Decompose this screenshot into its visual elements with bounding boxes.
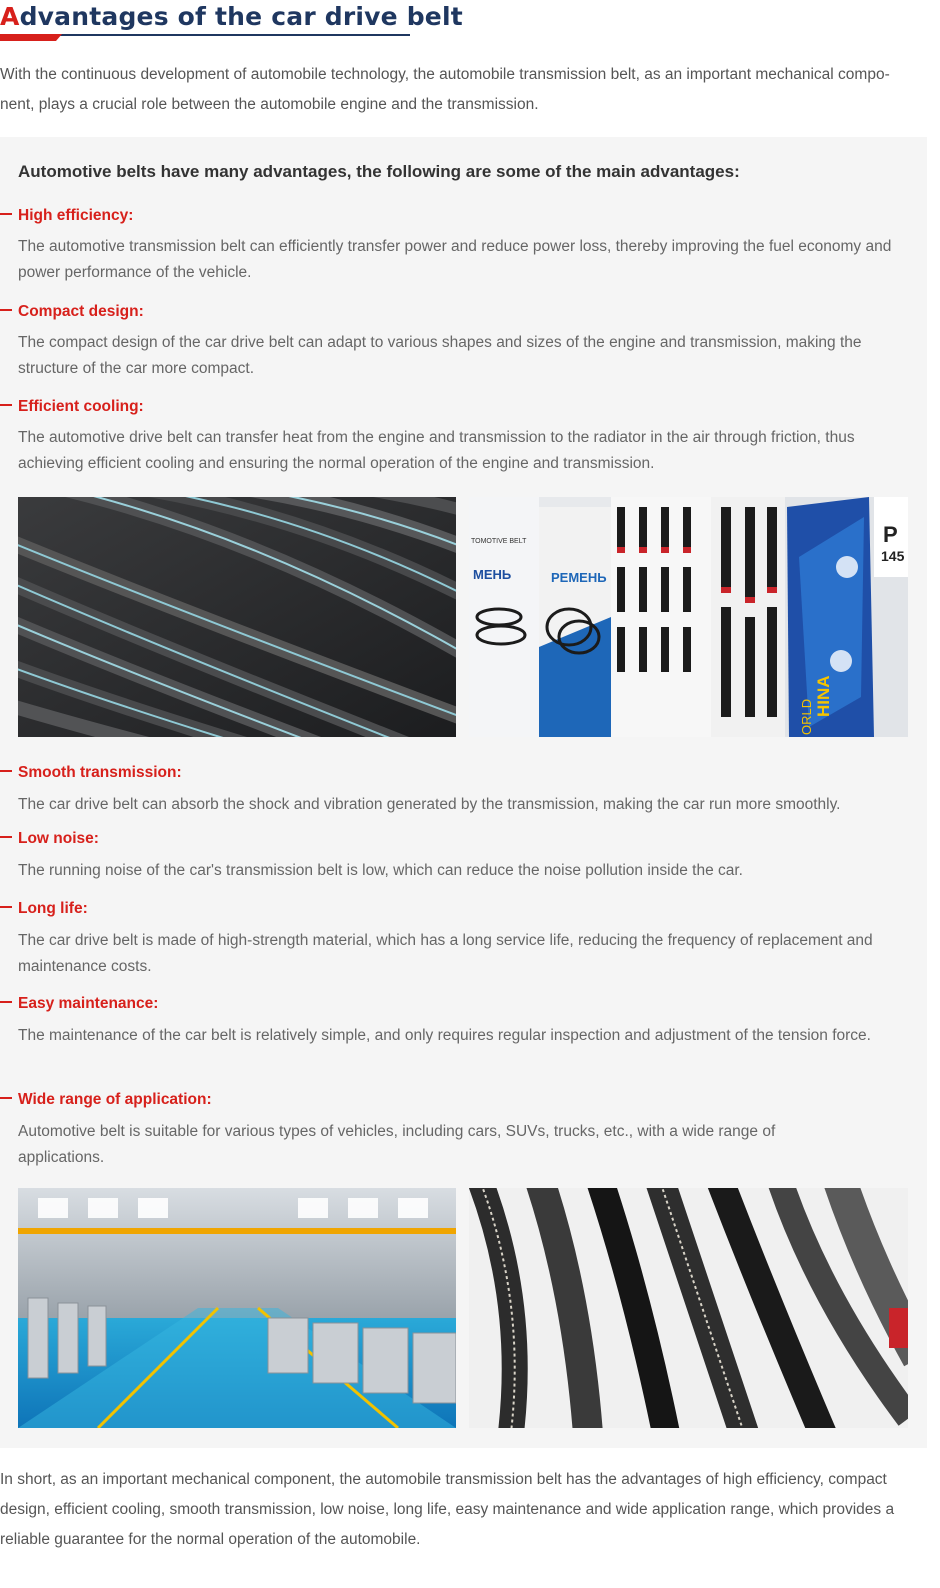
panel-heading: Automotive belts have many advantages, the following are some of the main advantages: <box>18 162 740 181</box>
advantage-title <box>0 762 182 784</box>
booth-sign-left: MEHЬ <box>473 567 512 582</box>
advantage-desc: The running noise of the car's transmission belt is low, which can reduce the noise pollution inside the car. <box>18 862 743 879</box>
dash-icon <box>0 770 12 772</box>
page-title <box>0 0 463 34</box>
dash-icon <box>0 906 12 908</box>
booth-corner-letter: P <box>883 522 898 547</box>
booth-corner-number: 145 <box>881 548 905 564</box>
advantage-desc: The maintenance of the car belt is relatively simple, and only requires regular inspection and adjustment of the tension force. <box>18 1027 871 1044</box>
advantage-title-text: Easy maintenance: <box>18 995 159 1012</box>
advantage-title-text: Efficient cooling: <box>18 398 144 415</box>
advantage-desc: The car drive belt is made of high-strength material, which has a long service life, reducing the frequency of replacement and maintenance costs. <box>18 932 873 975</box>
booth-vertical-text-2: HINA <box>814 675 833 717</box>
advantage-title <box>0 396 144 418</box>
advantage-title-text: Low noise: <box>18 830 99 847</box>
dash-icon <box>0 1001 12 1003</box>
advantage-desc: The automotive transmission belt can efficiently transfer power and reduce power loss, thereby improving the fuel economy and power performance of the vehicle. <box>18 238 892 281</box>
exhibition-booth-photo <box>469 497 908 737</box>
advantage-title <box>0 205 133 227</box>
dash-icon <box>0 836 12 838</box>
belt-closeup-photo <box>18 497 456 737</box>
advantage-desc: The car drive belt can absorb the shock and vibration generated by the transmission, making the car run more smoothly. <box>18 796 841 813</box>
advantage-title <box>0 828 99 850</box>
advantage-title <box>0 993 158 1015</box>
advantage-desc: The compact design of the car drive belt can adapt to various shapes and sizes of the engine and transmission, making the structure of the car more compact. <box>18 334 862 377</box>
advantage-title-text: High efficiency: <box>18 207 134 224</box>
dash-icon <box>0 213 12 215</box>
title-underline <box>0 32 420 42</box>
dash-icon <box>0 404 12 406</box>
advantage-title <box>0 301 144 323</box>
advantage-title-text: Long life: <box>18 900 88 917</box>
advantage-title <box>0 898 88 920</box>
advantage-title-text: Compact design: <box>18 303 144 320</box>
dash-icon <box>0 1097 12 1099</box>
belts-stack-photo <box>469 1188 908 1428</box>
summary-paragraph: In short, as an important mechanical component, the automobile transmission belt has the advantages of high efficiency, compact design, efficient cooling, smooth transmission, low noise, long life, easy maintenance and wide application range, which provides a reliable guarantee for the normal operation of the automobile. <box>0 1471 895 1548</box>
booth-sign-small: TOMOTIVE BELT <box>471 538 527 545</box>
page-title-block <box>0 0 463 44</box>
advantage-title-text: Smooth transmission: <box>18 764 182 781</box>
advantage-title <box>0 1089 212 1111</box>
intro-paragraph: With the continuous development of automobile technology, the automobile transmission belt, as an important mechanical compo-nent, plays a crucial role between the automobile engine and the transmission. <box>0 66 890 113</box>
dash-icon <box>0 309 12 311</box>
booth-sign-right: PEMEHЬ <box>551 570 607 585</box>
advantage-desc: The automotive drive belt can transfer heat from the engine and transmission to the radiator in the air through friction, thus achieving efficient cooling and ensuring the normal operation of the engine and transmission. <box>18 429 855 472</box>
advantage-desc: Automotive belt is suitable for various types of vehicles, including cars, SUVs, trucks, etc., with a wide range of applications. <box>18 1123 776 1166</box>
advantage-title-text: Wide range of application: <box>18 1091 212 1108</box>
factory-floor-photo <box>18 1188 456 1428</box>
title-rest: dvantages of the car drive belt <box>19 2 463 31</box>
title-first-letter: A <box>0 2 20 31</box>
booth-vertical-text: ORLD <box>799 698 814 735</box>
